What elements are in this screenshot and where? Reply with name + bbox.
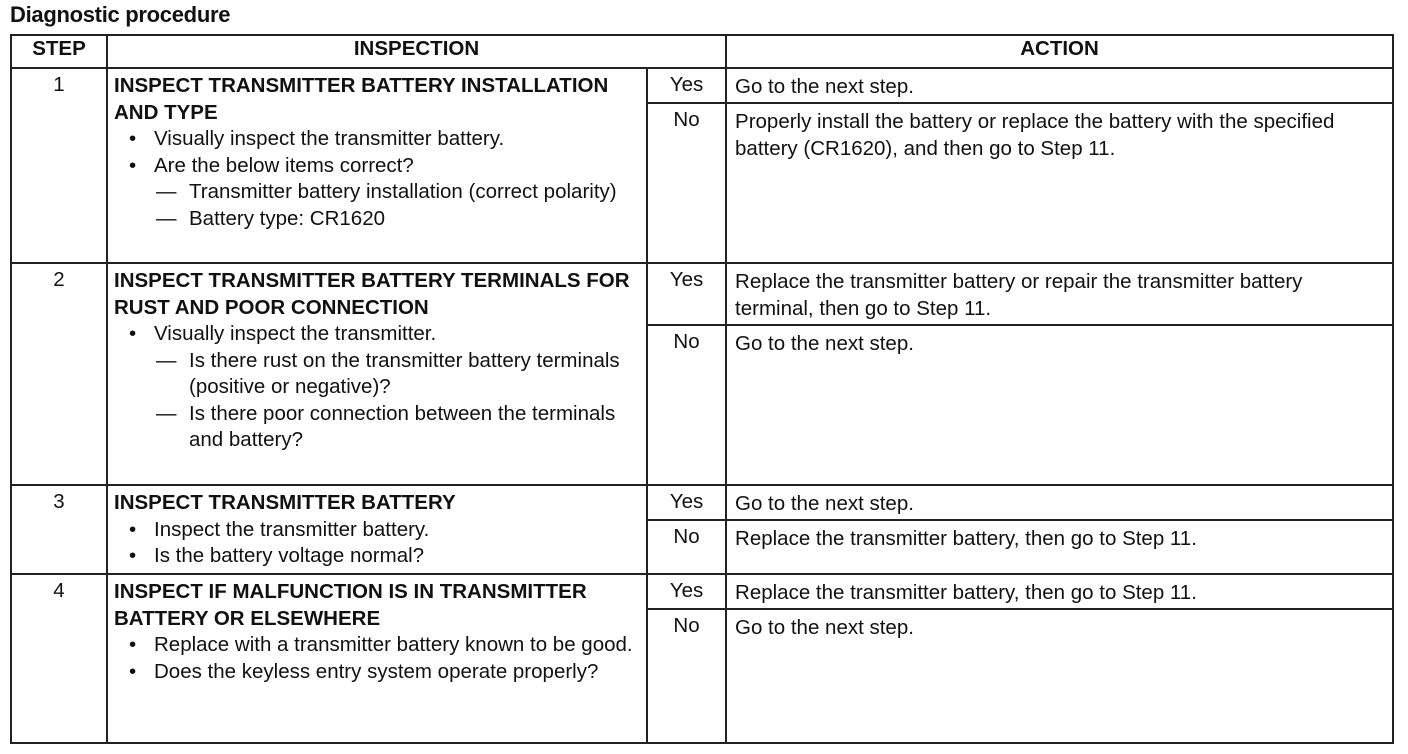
no-label: No (647, 103, 726, 263)
yes-action: Replace the transmitter battery, then go to Step 11. (726, 574, 1393, 609)
step-heading: INSPECT IF MALFUNCTION IS IN TRANSMITTER BATTERY OR ELSEWHERE (114, 580, 587, 630)
list-item: • Does the keyless entry system operate properly? (114, 659, 640, 686)
list-item: • Visually inspect the transmitter battery. (114, 126, 640, 153)
step-number: 3 (11, 485, 107, 574)
step-number: 2 (11, 263, 107, 485)
sub-list-item: — Is there rust on the transmitter battery terminals (positive or negative)? (156, 348, 620, 398)
list-item: • Are the below items correct? (114, 153, 640, 180)
step-heading: INSPECT TRANSMITTER BATTERY TERMINALS FOR RUST AND POOR CONNECTION (114, 269, 630, 319)
inspection-cell (107, 68, 647, 263)
bullet-icon: • (129, 517, 137, 541)
inspection-header: INSPECTION (107, 35, 726, 68)
dash-icon: — (156, 348, 177, 372)
inspection-cell (107, 485, 647, 574)
yes-action: Replace the transmitter battery or repair the transmitter battery terminal, then go to Step 11. (726, 263, 1393, 325)
inspection-list (114, 321, 640, 454)
no-label: No (647, 520, 726, 574)
list-item: • Inspect the transmitter battery. (114, 517, 640, 544)
bullet-icon: • (129, 127, 137, 150)
sub-list-item: — Battery type: CR1620 (114, 206, 640, 233)
bullet-icon: • (129, 153, 137, 177)
bullet-icon: • (129, 633, 137, 656)
page-title: Diagnostic procedure (10, 2, 231, 27)
no-action: Properly install the battery or replace the battery with the specified battery (CR1620), and then go to Step 11. (726, 103, 1393, 263)
sub-list-item: — Is there poor connection between the terminals and battery? (156, 401, 616, 451)
diagnostic-procedure-table (10, 34, 1394, 744)
inspection-cell (107, 263, 647, 485)
dash-icon: — (156, 401, 177, 425)
list-item: • Visually inspect the transmitter. (114, 321, 640, 348)
no-action: Go to the next step. (726, 325, 1393, 485)
sub-list-item: — Transmitter battery installation (correct polarity) (114, 179, 640, 206)
step-number: 1 (11, 68, 107, 263)
step-1-yes-row (11, 68, 1393, 103)
inspection-cell (107, 574, 647, 743)
dash-icon: — (156, 180, 177, 203)
yes-label: Yes (647, 263, 726, 325)
yes-label: Yes (647, 574, 726, 609)
yes-action: Go to the next step. (726, 68, 1393, 103)
step-3-yes-row (11, 485, 1393, 520)
inspection-list (114, 126, 640, 232)
no-action: Go to the next step. (726, 609, 1393, 743)
inspection-list (114, 517, 640, 570)
list-item: • Is the battery voltage normal? (114, 543, 640, 570)
list-item: • Replace with a transmitter battery known to be good. (114, 632, 640, 659)
yes-label: Yes (647, 68, 726, 103)
bullet-icon: • (129, 544, 137, 567)
step-2-yes-row (11, 263, 1393, 325)
header-row (11, 35, 1393, 68)
step-4-yes-row (11, 574, 1393, 609)
inspection-list (114, 632, 640, 685)
step-number: 4 (11, 574, 107, 743)
no-action: Replace the transmitter battery, then go to Step 11. (726, 520, 1393, 574)
action-header: ACTION (726, 35, 1393, 68)
step-heading: INSPECT TRANSMITTER BATTERY INSTALLATION AND TYPE (114, 74, 609, 124)
no-label: No (647, 325, 726, 485)
yes-action: Go to the next step. (726, 485, 1393, 520)
step-heading: INSPECT TRANSMITTER BATTERY (114, 491, 456, 514)
step-header: STEP (11, 35, 107, 68)
no-label: No (647, 609, 726, 743)
bullet-icon: • (129, 659, 137, 683)
bullet-icon: • (129, 322, 137, 345)
dash-icon: — (156, 206, 177, 230)
yes-label: Yes (647, 485, 726, 520)
